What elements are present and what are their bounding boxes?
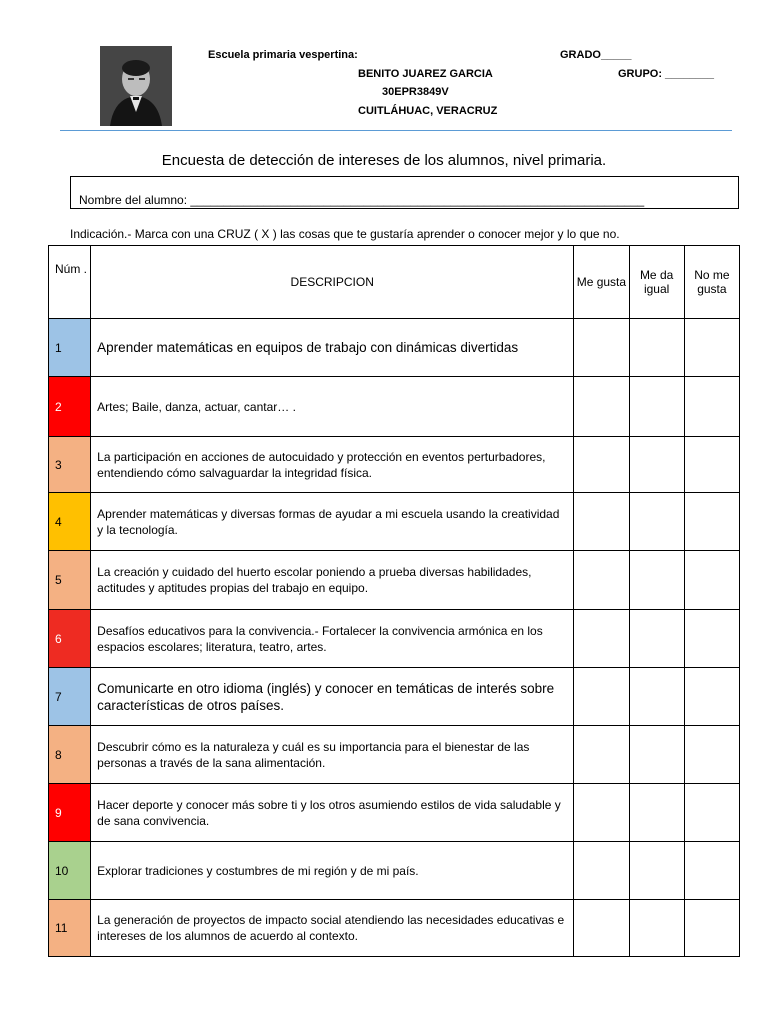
checkbox-cell-dislike[interactable] — [684, 493, 739, 551]
row-description: La generación de proyectos de impacto social atendiendo las necesidades educativas e intereses de los alumnos de acuerdo al contexto. — [91, 900, 574, 957]
checkbox-cell-dislike[interactable] — [684, 610, 739, 668]
checkbox-cell-dislike[interactable] — [684, 437, 739, 493]
portrait-image — [100, 46, 172, 126]
table-row — [49, 784, 740, 842]
table-row — [49, 319, 740, 377]
header-neutral: Me da igual — [629, 246, 684, 319]
checkbox-cell-dislike[interactable] — [684, 319, 739, 377]
checkbox-cell-neutral[interactable] — [629, 610, 684, 668]
row-number: 9 — [49, 784, 91, 842]
row-description: La creación y cuidado del huerto escolar poniendo a prueba diversas habilidades, actitudes y aptitudes propias del trabajo en equipo. — [91, 551, 574, 610]
checkbox-cell-like[interactable] — [574, 319, 629, 377]
school-name: BENITO JUAREZ GARCIA — [358, 68, 493, 80]
checkbox-cell-neutral[interactable] — [629, 493, 684, 551]
table-header-row — [49, 246, 740, 319]
survey-title: Encuesta de detección de intereses de los alumnos, nivel primaria. — [161, 152, 607, 169]
checkbox-cell-like[interactable] — [574, 668, 629, 726]
checkbox-cell-neutral[interactable] — [629, 900, 684, 957]
row-number: 11 — [49, 900, 91, 957]
checkbox-cell-neutral[interactable] — [629, 726, 684, 784]
row-description: Hacer deporte y conocer más sobre ti y los otros asumiendo estilos de vida saludable y de sana convivencia. — [91, 784, 574, 842]
row-description: Desafíos educativos para la convivencia.- Fortalecer la convivencia armónica en los espacios escolares; literatura, teatro, artes. — [91, 610, 574, 668]
checkbox-cell-like[interactable] — [574, 377, 629, 437]
table-row — [49, 668, 740, 726]
checkbox-cell-like[interactable] — [574, 842, 629, 900]
row-number: 3 — [49, 437, 91, 493]
table-row — [49, 842, 740, 900]
checkbox-cell-neutral[interactable] — [629, 319, 684, 377]
table-row — [49, 493, 740, 551]
row-description: Aprender matemáticas en equipos de trabajo con dinámicas divertidas — [91, 319, 574, 377]
checkbox-cell-dislike[interactable] — [684, 784, 739, 842]
checkbox-cell-like[interactable] — [574, 900, 629, 957]
checkbox-cell-dislike[interactable] — [684, 551, 739, 610]
checkbox-cell-neutral[interactable] — [629, 784, 684, 842]
row-description: Comunicarte en otro idioma (inglés) y conocer en temáticas de interés sobre características de otros países. — [91, 668, 574, 726]
checkbox-cell-dislike[interactable] — [684, 900, 739, 957]
checkbox-cell-like[interactable] — [574, 551, 629, 610]
checkbox-cell-dislike[interactable] — [684, 726, 739, 784]
row-description: Descubrir cómo es la naturaleza y cuál es su importancia para el bienestar de las personas a través de la sana alimentación. — [91, 726, 574, 784]
row-number: 2 — [49, 377, 91, 437]
row-description: La participación en acciones de autocuidado y protección en eventos perturbadores, entendiendo cómo salvaguardar la integridad física. — [91, 437, 574, 493]
checkbox-cell-neutral[interactable] — [629, 377, 684, 437]
header-num: Núm . — [49, 246, 91, 319]
instruction-text: Indicación.- Marca con una CRUZ ( X ) las cosas que te gustaría aprender o conocer mejor y lo que no. — [70, 227, 620, 241]
table-row — [49, 726, 740, 784]
row-number: 8 — [49, 726, 91, 784]
row-number: 10 — [49, 842, 91, 900]
row-number: 6 — [49, 610, 91, 668]
interest-survey-table — [48, 245, 740, 957]
checkbox-cell-neutral[interactable] — [629, 668, 684, 726]
checkbox-cell-like[interactable] — [574, 437, 629, 493]
table-row — [49, 551, 740, 610]
student-name-box[interactable] — [70, 176, 739, 209]
row-number: 1 — [49, 319, 91, 377]
checkbox-cell-neutral[interactable] — [629, 842, 684, 900]
grade-field: GRADO_____ — [560, 49, 632, 61]
header-dislike: No me gusta — [684, 246, 739, 319]
checkbox-cell-neutral[interactable] — [629, 551, 684, 610]
checkbox-cell-dislike[interactable] — [684, 842, 739, 900]
row-number: 7 — [49, 668, 91, 726]
school-code: 30EPR3849V — [382, 86, 449, 98]
checkbox-cell-neutral[interactable] — [629, 437, 684, 493]
school-location: CUITLÁHUAC, VERACRUZ — [358, 105, 498, 117]
student-name-field: Nombre del alumno: ____________________________________________________________________ — [79, 193, 645, 207]
checkbox-cell-like[interactable] — [574, 493, 629, 551]
school-label: Escuela primaria vespertina: — [208, 49, 358, 61]
row-description: Artes; Baile, danza, actuar, cantar… . — [91, 377, 574, 437]
table-row — [49, 900, 740, 957]
header-like: Me gusta — [574, 246, 629, 319]
checkbox-cell-dislike[interactable] — [684, 668, 739, 726]
header-description: DESCRIPCION — [91, 246, 574, 319]
row-description: Aprender matemáticas y diversas formas de ayudar a mi escuela usando la creatividad y la tecnología. — [91, 493, 574, 551]
row-number: 4 — [49, 493, 91, 551]
checkbox-cell-like[interactable] — [574, 610, 629, 668]
checkbox-cell-like[interactable] — [574, 784, 629, 842]
group-field: GRUPO: ________ — [618, 68, 714, 80]
checkbox-cell-dislike[interactable] — [684, 377, 739, 437]
table-row — [49, 437, 740, 493]
table-row — [49, 610, 740, 668]
row-description: Explorar tradiciones y costumbres de mi región y de mi país. — [91, 842, 574, 900]
table-row — [49, 377, 740, 437]
header-divider — [60, 130, 732, 131]
checkbox-cell-like[interactable] — [574, 726, 629, 784]
row-number: 5 — [49, 551, 91, 610]
